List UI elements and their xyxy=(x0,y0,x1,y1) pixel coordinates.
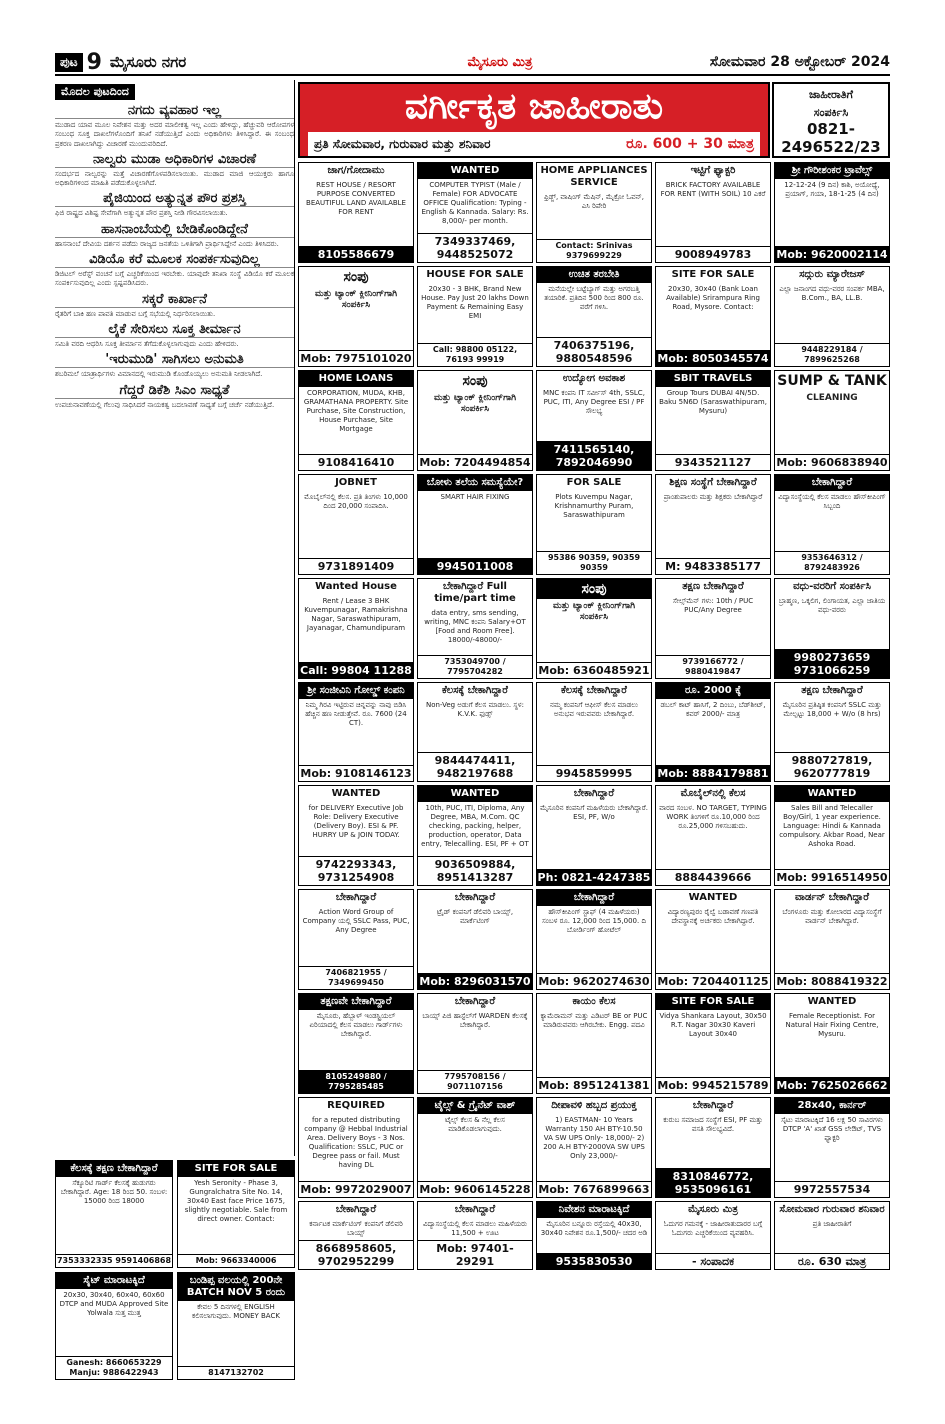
story-body: ಮುಡಾದ ಯಾವ ಮೂಲ ನಿವೇಶನ ಮತ್ತು ಅದರ ಮಾಲೀಕತ್ವ ಇಲ್ಲ ಎಂದು ಹೇಳಿದ್ದು, ಹೆಚ್ಚುವರಿ ಆರೋಪಗಳ ಸಂಬಂಧ ಸೂಕ್ತ ದಾಖಲೆಗಳೊಂದಿಗೆ ತನಿಖೆ ನಡೆಯುತ್ತಿದೆ ಎಂದು ಅಧಿಕಾರಿಗಳು ತಿಳಿಸಿದ್ದಾರೆ. ಈ ಸಂಬಂಧ ಪ್ರಕರಣ ದಾಖಲಾಗಿದ್ದು ವಿಚಾರಣೆ ಮುಂದುವರಿದಿದೆ. xyxy=(55,121,294,148)
ad-body: ಮೈಸೂರಿನ ಬನ್ನೂರು ರಸ್ತೆಯಲ್ಲಿ 40x30, 30x40 ನಿವೇಶನ ರೂ.1,500/- ಚದರ ಅಡಿ xyxy=(540,1220,648,1237)
ad-heading: ಬೇಕಾಗಿದ್ದಾರೆ xyxy=(335,1204,377,1215)
ad-body: data entry, sms sending, writing, MNC ಕಂಪನಿ Salary+OT [Food and Room Free]. 18000/-48000/- xyxy=(424,608,526,644)
ad-phone: Mob: 8951241381 xyxy=(538,1079,650,1093)
ad-heading: WANTED xyxy=(418,163,532,179)
ad-phone: Mob: 9663340006 xyxy=(178,1254,294,1267)
ad-phone: 8105586679 xyxy=(299,246,413,262)
ad-heading: ಶ್ರೀ ಗೌರೀಶಂಕರ ಟ್ರಾವೆಲ್ಸ್ xyxy=(775,163,889,179)
ad-body: ನಮ್ಮ ಕಂಪನಿಗೆ ಆಫೀಸ್ ಕೆಲಸ ಮಾಡಲು ಅನುಭವ ಇರುವವರು ಬೇಕಾಗಿದ್ದಾರೆ. xyxy=(549,700,638,718)
ad-phone: 7406821955 / 7349699450 xyxy=(299,966,413,989)
ad-phone: 9742293343, 9731254908 xyxy=(299,856,413,885)
ad-body: ಮತ್ತು ಟ್ಯಾಂಕ್ ಕ್ಲೀನಿಂಗ್‌ಗಾಗಿ ಸಂಪರ್ಕಿಸಿ xyxy=(552,600,636,622)
classified-ad xyxy=(536,1201,652,1270)
ad-body: ಎಲ್ಲಾ ಜನಾಂಗದ ವಧು-ವರರ ಸಂಪರ್ಕ MBA, B.Com., BA, LL.B. xyxy=(779,284,885,302)
ad-heading: ಸಂಪು xyxy=(462,372,488,389)
classified-ad xyxy=(177,1272,295,1380)
ad-body: ಮೈಸೂರಿನ ಕಂಪನಿಗೆ ಮಹಿಳೆಯರು ಬೇಕಾಗಿದ್ದಾರೆ. ESI, PF, W/o xyxy=(540,804,648,822)
ad-phone: 9739166772 / 9880419847 xyxy=(656,655,770,678)
ad-body: COMPUTER TYPIST (Male / Female) FOR ADVOCATE OFFICE Qualification: Typing - English & Kannada. Salary: Rs. 8,000/- per month. xyxy=(421,181,529,225)
ad-heading: ಕೆಲಸಕ್ಕೆ ಬೇಕಾಗಿದ್ದಾರೆ xyxy=(561,684,627,696)
ad-heading: JOBNET xyxy=(335,476,377,488)
ad-body: ಕ್ಯಾಮೆರಾಮನ್ ಮತ್ತು ಎಡಿಟರ್ BE or PUC ಮಾಡಿರುವವರು ಆಗಿರಬೇಕು. Engg. ಪದವಿ xyxy=(540,1012,648,1030)
ad-body: ಕೇವಲ 5 ದಿನಗಳಲ್ಲಿ ENGLISH ಕಲಿಸಲಾಗುವುದು. MONEY BACK xyxy=(192,1303,280,1320)
ad-phone: Mob: 7204401125 xyxy=(657,975,769,989)
ad-body: ಸೈಟು ಮಾರಾಟಕ್ಕಿದೆ 16 ಲಕ್ಷ 50 ಸಾವಿರಗಳು DTCP 'A' ಖಾತೆ GSS ಲೇಔಟ್, TVS ಫ್ಯಾಕ್ಟರಿ xyxy=(781,1116,883,1143)
ad-heading: WANTED xyxy=(807,996,857,1008)
ad-phone: Mob: 7625026662 xyxy=(776,1079,888,1093)
classified-ad xyxy=(774,370,890,471)
ad-heading: ಬೇಕಾಗಿದ್ದಾರೆ xyxy=(537,890,651,906)
classified-ad xyxy=(536,682,652,783)
continued-tag: ಮೊದಲ ಪುಟದಿಂದ xyxy=(55,84,135,100)
ad-heading: ಬಂಡಿಪ್ಪ ವಲಯಲ್ಲಿ 200ನೇ BATCH NOV 5 ರಂದು xyxy=(178,1273,294,1301)
ad-heading: ರೂ. 2000 ಕ್ಕೆ xyxy=(656,683,770,699)
ad-phone: - ಸಂಪಾದಕ xyxy=(656,1253,770,1269)
ad-body: ಮೈಸೂರು, ಹೆಬ್ಬಾಳ್ ಇಂಡಸ್ಟ್ರಿಯಲ್ ಏರಿಯಾದಲ್ಲಿ ಕೆಲಸ ಮಾಡಲು ಗಾರ್ಡ್‌ಗಳು ಬೇಕಾಗಿದ್ದಾರೆ. xyxy=(309,1012,403,1039)
news-column xyxy=(55,80,295,1156)
ad-phone: Mob: 7204494854 xyxy=(419,455,531,469)
story-body: ಸಮಿತಿ ವರದಿ ಆಧರಿಸಿ ಸೂಕ್ತ ತೀರ್ಮಾನ ತೆಗೆದುಕೊಳ್ಳಲಾಗುವುದು ಎಂದು ಹೇಳಿದರು. xyxy=(55,339,239,348)
ad-phone: 9036509884, 8951413287 xyxy=(418,856,532,885)
story-headline: ನಾಲ್ವರು ಮುಡಾ ಅಧಿಕಾರಿಗಳ ವಿಚಾರಣೆ xyxy=(55,152,294,168)
ad-heading: WANTED xyxy=(418,786,532,802)
ad-phone: 7353049700 / 7795704282 xyxy=(418,655,532,678)
ad-phone: 9108416410 xyxy=(299,454,413,470)
ad-body: Sales Bill and Telecaller Boy/Girl, 1 year experience. Language: Hindi & Kannada compulsory. Akbar Road, Near Ashoka Road. xyxy=(779,804,885,849)
story-headline: 'ಇರುಮುಡಿ' ಸಾಗಿಸಲು ಅನುಮತಿ xyxy=(55,352,294,368)
ad-heading: ದೀಪಾವಳಿ ಹಬ್ಬದ ಪ್ರಯುಕ್ತ xyxy=(551,1100,637,1112)
ad-phone: 8668958605, 9702952299 xyxy=(299,1240,413,1269)
classified-ad xyxy=(417,1201,533,1270)
ad-phone: 8884439666 xyxy=(656,869,770,885)
classified-banner xyxy=(298,82,770,158)
ad-phone: 9980273659 9731066259 xyxy=(775,649,889,678)
classified-ad xyxy=(655,1201,771,1270)
ad-heading: Wanted House xyxy=(315,580,397,592)
ad-heading: ಉದ್ಯೋಗ ಅವಕಾಶ xyxy=(562,372,626,384)
ad-phone: 9353646312 / 8792483926 xyxy=(775,551,889,574)
ad-phone: 8310846772, 9535096161 xyxy=(656,1168,770,1197)
paper-logo: ಮೈಸೂರು ಮಿತ್ರ xyxy=(467,54,533,70)
ad-heading: SITE FOR SALE xyxy=(178,1161,294,1177)
ad-phone: Mob: 6360485921 xyxy=(538,663,650,677)
classified-ad xyxy=(417,266,533,367)
ad-body: ವಾರದ ಸಂಬಳ. NO TARGET, TYPING WORK ತಿಂಗಳಿಗೆ ರೂ.10,000 ರಿಂದ ರೂ.25,000 ಗಳಿಸಬಹುದು. xyxy=(659,804,767,831)
ad-body: ಸೇಲ್ಸ್‌ಮೆನ್ ಗಳು: 10th / PUC PUC/Any Degree xyxy=(672,596,754,614)
ad-body: 1) EASTMAN- 10 Years Warranty 150 AH BTY-10.50 VA SW UPS Only- 18,000/- 2) 200 A.H BTY-2000VA SW UPS Only 23,000/- xyxy=(543,1116,645,1161)
classified-ad xyxy=(536,266,652,367)
ad-body: ಮತ್ತು ಟ್ಯಾಂಕ್ ಕ್ಲೀನಿಂಗ್‌ಗಾಗಿ ಸಂಪರ್ಕಿಸಿ xyxy=(314,288,398,310)
story-headline: ಪೈಜಿಯಿಂದ ಅತ್ಯುನ್ನತ ಪೌರ ಪ್ರಶಸ್ತಿ xyxy=(55,191,294,207)
ad-heading: ಬೇಕಾಗಿದ್ದಾರೆ xyxy=(692,1100,734,1112)
story-body: ಶಬರಿಮಲೆ ಯಾತ್ರಾರ್ಥಿಗಳು ವಿಮಾನದಲ್ಲಿ ಇರುಮುಡಿ ಕೊಂಡೊಯ್ಯಲು ಅನುಮತಿ ನೀಡಲಾಗಿದೆ. xyxy=(55,370,263,379)
classified-ad xyxy=(298,785,414,886)
classified-ad xyxy=(417,1097,533,1198)
issue-date: ಸೋಮವಾರ 28 ಅಕ್ಟೋಬರ್ 2024 xyxy=(709,54,891,70)
classified-ad xyxy=(417,162,533,263)
classified-ad xyxy=(655,785,771,886)
ad-body: ಓದುಗರ ಗಮನಕ್ಕೆ - ಜಾಹೀರಾತುದಾರರ ಬಗ್ಗೆ ಓದುಗರು ಎಚ್ಚರಿಕೆಯಿಂದ ವ್ಯವಹರಿಸಿ. xyxy=(663,1220,763,1237)
ad-phone: 8147132702 xyxy=(178,1366,294,1379)
ad-body: 10th, PUC, ITI, Diploma, Any Degree, MBA, M.Com. QC checking, packing, helper, production, operator, Data entry, Telecalling. ESI, PF + OT xyxy=(421,804,529,849)
ad-heading: HOME LOANS xyxy=(299,371,413,387)
page-number: 9 xyxy=(86,49,102,75)
banner-title: ವರ್ಗೀಕೃತ ಜಾಹೀರಾತು xyxy=(404,86,664,127)
ad-body: CORPORATION, MUDA, KHB, GRAMATHANA PROPERTY. Site Purchase, Site Construction, House Purchase, Site Mortgage xyxy=(303,388,409,433)
ad-heading: ಟೈಲ್ಸ್ & ಗ್ರೈನೆಟ್ ವಾಶ್ xyxy=(418,1098,532,1114)
classified-ad xyxy=(655,266,771,367)
ad-body: 20x30 - 3 BHK, Brand New House. Pay Just 20 lakhs Down Payment & Remaining Easy EMI xyxy=(421,284,529,320)
ad-heading: ಸಂಪು xyxy=(537,579,651,599)
ad-body: ಮತ್ತು ಟ್ಯಾಂಕ್ ಕ್ಲೀನಿಂಗ್‌ಗಾಗಿ ಸಂಪರ್ಕಿಸಿ xyxy=(433,392,517,414)
classified-ad xyxy=(298,682,414,783)
ad-body: ಮೊಬೈಲ್‌ನಲ್ಲಿ ಕೆಲಸ. ಪ್ರತಿ ತಿಂಗಳು 10,000 ದಿಂದ 20,000 ಸಂಪಾದಿಸಿ. xyxy=(304,492,408,510)
ad-heading: ತಕ್ಷಣ ಬೇಕಾಗಿದ್ದಾರೆ xyxy=(801,684,863,696)
story-headline: ಹಾಸನಾಂಬೆಯಲ್ಲಿ ಬೇಡಿಕೊಂಡಿದ್ದೇನೆ xyxy=(55,222,294,238)
ad-body: ಬಾಯ್ಸ್ ಪಿಜಿ ಹಾಸ್ಟೆಲ್‌ಗೆ WARDEN ಕೆಲಸಕ್ಕೆ ಬೇಕಾಗಿದ್ದಾರೆ. xyxy=(422,1012,528,1030)
classified-ad xyxy=(774,889,890,990)
ad-heading: ಶ್ರೀ ಸಂಜೀವಿನಿ ಗೋಲ್ಡ್ ಕಂಪನಿ xyxy=(299,683,413,699)
classified-ad xyxy=(298,266,414,367)
story-body: ಉಪಚುನಾವಣೆಯಲ್ಲಿ ಗೆಲುವು ಸಾಧಿಸಿದರೆ ನಾಯಕತ್ವ ಬದಲಾವಣೆ ಸಾಧ್ಯತೆ ಬಗ್ಗೆ ಚರ್ಚೆ ನಡೆಯುತ್ತಿದೆ. xyxy=(55,400,275,409)
story-body: ರೈತರಿಗೆ ಬಾಕಿ ಹಣ ಪಾವತಿ ಮಾಡುವ ಬಗ್ಗೆ ಸಭೆಯಲ್ಲಿ ನಿರ್ಧರಿಸಲಾಯಿತು. xyxy=(55,309,216,318)
classified-ad xyxy=(298,993,414,1094)
ad-heading: ಸೋಮವಾರ ಗುರುವಾರ ಶನಿವಾರ xyxy=(779,1204,885,1215)
story-headline: ಲೈಕೆ ಸೇರಿಸಲು ಸೂಕ್ತ ತೀರ್ಮಾನ xyxy=(55,322,294,338)
banner-days: ಪ್ರತಿ ಸೋಮವಾರ, ಗುರುವಾರ ಮತ್ತು ಶನಿವಾರ xyxy=(314,136,491,151)
ad-body: 20x30, 30x40, 60x40, 60x60 DTCP and MUDA Approved Site Yolwala ಸುತ್ತ ಮುತ್ತ xyxy=(59,1291,169,1317)
classified-ad xyxy=(417,578,533,679)
ad-heading: FOR SALE xyxy=(566,476,622,488)
ad-heading: ವಾರ್ಡನ್ ಬೇಕಾಗಿದ್ದಾರೆ xyxy=(795,892,869,904)
classified-ad xyxy=(536,370,652,471)
contact-line-2: ಸಂಪರ್ಕಿಸಿ xyxy=(813,106,849,119)
classified-ad xyxy=(655,370,771,471)
ad-grid xyxy=(298,162,890,1270)
classified-ad xyxy=(774,1097,890,1198)
ad-body: ಕುರುಬ ಸಮಾಜದ ಸಂಸ್ಥೆಗೆ ESI, PF ಮತ್ತು ವಸತಿ ಸೌಲಭ್ಯವಿದೆ. xyxy=(663,1116,763,1134)
ad-heading: HOME APPLIANCES SERVICE xyxy=(540,165,648,188)
story-body: ಹಾಸನಾಂಬೆ ದೇವಿಯ ದರ್ಶನ ಪಡೆದು ರಾಜ್ಯದ ಜನತೆಯ ಒಳಿತಿಗಾಗಿ ಪ್ರಾರ್ಥಿಸಿದ್ದೇನೆ ಎಂದು ತಿಳಿಸಿದರು. xyxy=(55,239,279,248)
story-headline: ನಗದು ವ್ಯವಹಾರ ಇಲ್ಲ xyxy=(55,103,294,119)
classified-ad xyxy=(536,578,652,679)
contact-line-1: ಜಾಹೀರಾತಿಗೆ xyxy=(809,88,853,101)
ad-phone: Contact: Srinivas 9379699229 xyxy=(537,239,651,262)
classified-ad xyxy=(536,889,652,990)
ad-body: ಟೈಲ್ಸ್ ಕೆಲಸ & ನೆಲ್ಲ ಕೆಲಸ ಮಾಡಿಕೊಡಲಾಗುವುದು. xyxy=(445,1116,505,1134)
classified-ad xyxy=(655,682,771,783)
ad-heading: WANTED xyxy=(688,892,738,904)
ad-heading: ಕಾಯಂ ಕೆಲಸ xyxy=(572,996,616,1008)
ad-body: for DELIVERY Executive Job Role: Delivery Executive (Delivery Boy). ESI & PF. HURRY UP & JOIN TODAY. xyxy=(308,804,404,840)
ad-heading: ಜಾಗ/ಗೋದಾಮು xyxy=(327,165,385,176)
classified-ad xyxy=(55,1160,173,1268)
ad-heading: ಕೆಲಸಕ್ಕೆ ಬೇಕಾಗಿದ್ದಾರೆ xyxy=(442,684,508,696)
ad-body: ವಿದ್ಯಾರಣ್ಯಪುರಂ ರೈಲ್ವೆ ಬಡಾವಣೆ ಗಣಪತಿ ದೇವಸ್ಥಾನಕ್ಕೆ ಅರ್ಚಕರು ಬೇಕಾಗಿದ್ದಾರೆ. xyxy=(667,908,759,926)
ad-phone: Mob: 9606145228 xyxy=(419,1183,531,1196)
ad-body: SMART HAIR FIXING xyxy=(440,492,510,501)
classified-ad xyxy=(536,785,652,886)
ad-heading: ವಧು-ವರರಿಗೆ ಸಂಪರ್ಕಿಸಿ xyxy=(793,580,871,592)
ad-body: 12-12-24 (9 ದಿನ) ಕಾಶಿ, ಅಯೋಧ್ಯೆ, ಪ್ರಯಾಗ್, ಗಯಾ, 18-1-25 (4 ದಿನ) xyxy=(784,181,880,198)
ad-body: Female Receptionist. For Natural Hair Fixing Centre, Mysuru. xyxy=(785,1012,879,1039)
ad-heading: WANTED xyxy=(775,786,889,802)
story-headline: ಗೆದ್ದರೆ ಡಿಕೆಶಿ ಸಿಎಂ ಸಾಧ್ಯತೆ xyxy=(55,383,294,399)
ad-phone: Mob: 8296031570 xyxy=(419,975,531,989)
ad-heading: ಮೈಸೂರು ಮಿತ್ರ xyxy=(688,1204,738,1215)
classified-ad xyxy=(774,682,890,783)
classified-ad xyxy=(298,1097,414,1198)
section-title: ಮೈಸೂರು ನಗರ xyxy=(109,53,187,71)
classified-ad xyxy=(774,993,890,1094)
ad-phone: 7411565140, 7892046990 xyxy=(537,441,651,470)
classified-ad xyxy=(774,785,890,886)
ad-phone: 9731891409 xyxy=(299,558,413,574)
classified-ad xyxy=(177,1160,295,1268)
ad-body: ಸೆಕ್ಯೂರಿಟಿ ಗಾರ್ಡ್ ಕೆಲಸಕ್ಕೆ ಹುಡುಗರು ಬೇಕಾಗಿದ್ದಾರೆ. Age: 18 ರಿಂದ 50. ಸಂಬಳ: 15000 ರಿಂದ 18000 xyxy=(60,1179,168,1205)
ad-heading: ಸದ್ಗುರು ಮ್ಯಾರೇಜಸ್ xyxy=(799,268,865,280)
ad-phone: ರೂ. 630 ಮಾತ್ರ xyxy=(775,1253,889,1269)
ad-body: ವಿದ್ಯಾಸಂಸ್ಥೆಯಲ್ಲಿ ಕೆಲಸ ಮಾಡಲು ಮಹಿಳೆಯರು 11,500 + ಊಟ xyxy=(422,1220,528,1237)
classified-ad xyxy=(774,1201,890,1270)
ad-body: ವಿದ್ಯಾಸಂಸ್ಥೆಯಲ್ಲಿ ಕೆಲಸ ಮಾಡಲು ಹೌಸ್‌ಕೀಪಿಂಗ್ ಸಿಬ್ಬಂದಿ xyxy=(778,492,886,510)
ad-phone: 9448229184 / 7899625268 xyxy=(775,343,889,366)
ad-heading: WANTED xyxy=(331,788,381,800)
ad-heading: ಬೇಕಾಗಿದ್ದಾರೆ xyxy=(335,892,377,904)
ad-heading: REQUIRED xyxy=(327,1100,385,1112)
ad-body: Non-Veg ಅಡುಗೆ ಕೆಲಸ ಮಾಡಲು. ಸ್ಥಳ: K.V.K. ಫುಡ್ಸ್ xyxy=(426,700,524,718)
ad-phone: M: 9483385177 xyxy=(656,558,770,574)
classified-ad xyxy=(655,889,771,990)
ad-heading: ಸಂಪು xyxy=(343,268,369,285)
ad-phone: 9535830530 xyxy=(537,1253,651,1269)
classified-ad xyxy=(655,162,771,263)
ad-phone: 9972557534 xyxy=(775,1181,889,1197)
ad-heading: ಬೇಕಾಗಿದ್ದಾರೆ xyxy=(454,1204,496,1215)
ad-body: Plots Kuvempu Nagar, Krishnamurthy Puram, Saraswathipuram xyxy=(554,492,634,519)
classified-ad xyxy=(417,370,533,471)
ad-phone: 9343521127 xyxy=(656,454,770,470)
ad-body: CLEANING xyxy=(806,392,858,403)
ad-phone: 9945011008 xyxy=(418,558,532,574)
ad-body: ನಿಮ್ಮ ಗಿರವಿ ಇಟ್ಟಿರುವ ಚಿನ್ನವನ್ನು ನಾವು ಬಿಡಿಸಿ ಹೆಚ್ಚಿನ ಹಣ ನೀಡುತ್ತೇವೆ. ರೂ. 7600 (24 CT). xyxy=(305,700,407,727)
ad-phone: Ganesh: 8660653229 Manju: 9886422943 xyxy=(56,1356,172,1379)
ad-heading: ಬೇಕಾಗಿದ್ದಾರೆ xyxy=(454,996,496,1008)
ad-body: ಪ್ರಾಂಶುಪಾಲರು ಮತ್ತು ಶಿಕ್ಷಕರು ಬೇಕಾಗಿದ್ದಾರೆ xyxy=(663,492,763,501)
classified-ad xyxy=(55,1272,173,1380)
ad-phone: 95386 90359, 90359 90359 xyxy=(537,551,651,574)
ad-body: ಕರ್ನಾಟಕ ಮಾರ್ಕೆಟಿಂಗ್ ಕಂಪನಿಗೆ ಡೆಲಿವರಿ ಬಾಯ್ಸ್ xyxy=(309,1220,403,1237)
story-body: ಸಂದರ್ಭದ ನಾಲ್ವರನ್ನು ಮತ್ತೆ ವಿಚಾರಣೆಗೊಳಪಡಿಸಲಾಯಿತು. ಮುಡಾದ ಮಾಜಿ ಆಯುಕ್ತರು ಹಾಗೂ ಅಧಿಕಾರಿಗಳಿಂದ ಮಾಹಿತಿ ಪಡೆದುಕೊಳ್ಳಲಾಗಿದೆ. xyxy=(55,169,294,188)
ad-heading: ಬೋಳು ತಲೆಯ ಸಮಸ್ಯೆಯೇ? xyxy=(418,475,532,491)
ad-body: ಬ್ರಾಹ್ಮಣ, ಒಕ್ಕಲಿಗ, ಲಿಂಗಾಯತ, ಎಲ್ಲಾ ಜಾತಿಯ ವಧು-ವರರು xyxy=(778,596,886,614)
ad-body: ಬೆಂಗಳೂರು ಮತ್ತು ಕೋಲಾರದ ವಿದ್ಯಾಸಂಸ್ಥೆಗೆ ವಾರ್ಡನ್ ಬೇಕಾಗಿದ್ದಾರೆ. xyxy=(782,908,882,926)
ad-phone: Mob: 9606838940 xyxy=(776,455,888,469)
classified-ad xyxy=(536,162,652,263)
ad-heading: ತಕ್ಷಣ ಬೇಕಾಗಿದ್ದಾರೆ xyxy=(682,580,744,592)
ad-phone: Mob: 9108146123 xyxy=(300,767,412,781)
ad-heading: ಬೇಕಾಗಿದ್ದಾರೆ xyxy=(775,475,889,491)
classified-ad xyxy=(774,162,890,263)
ad-body: 20x30, 30x40 (Bank Loan Available) Srirampura Ring Road, Mysore. Contact: xyxy=(666,284,760,311)
contact-line-4: 2496522/23 xyxy=(781,138,881,156)
ad-phone: Call: 99804 11288 xyxy=(300,663,412,677)
ad-phone: Mob: 9945215789 xyxy=(657,1079,769,1093)
story-body: ಡಿಜಿಟಲ್ ಅರೆಸ್ಟ್ ವಂಚನೆ ಬಗ್ಗೆ ಎಚ್ಚರಿಕೆಯಿಂದ ಇರಬೇಕು. ಯಾವುದೇ ತನಿಖಾ ಸಂಸ್ಥೆ ವಿಡಿಯೊ ಕರೆ ಮೂಲಕ ಸಂಪರ್ಕಿಸುವುದಿಲ್ಲ ಎಂದು ಸ್ಪಷ್ಟಪಡಿಸಿದರು. xyxy=(55,270,294,288)
ad-body: Rent / Lease 3 BHK Kuvempunagar, Ramakrishna Nagar, Saraswathipuram, Jayanagar, Chamundipuram xyxy=(304,596,408,632)
ad-heading: HOUSE FOR SALE xyxy=(426,268,524,280)
story-body: ಫಿಜಿ ರಾಷ್ಟ್ರದ ವಿಶಿಷ್ಟ ಸೇವೆಗಾಗಿ ಅತ್ಯುನ್ನತ ಪೌರ ಪ್ರಶಸ್ತಿ ನೀಡಿ ಗೌರವಿಸಲಾಯಿತು. xyxy=(55,209,228,218)
ad-heading: ಕೆಲಸಕ್ಕೆ ತಕ್ಷಣ ಬೇಕಾಗಿದ್ದಾರೆ xyxy=(56,1161,172,1177)
ad-body: Action Word Group of Company ಯಲ್ಲಿ SSLC Pass, PUC, Any Degree xyxy=(302,908,410,935)
ad-phone: 9008949783 xyxy=(656,246,770,262)
classified-ad xyxy=(417,474,533,575)
classified-ad xyxy=(536,474,652,575)
ad-phone: Mob: 9620002114 xyxy=(776,247,888,261)
ad-heading: SITE FOR SALE xyxy=(671,268,755,280)
ad-phone: Mob: 97401-29291 xyxy=(418,1240,532,1269)
ad-phone: 8105249880 / 7795285485 xyxy=(299,1070,413,1093)
ad-body: ಫ್ರಿಡ್ಜ್, ವಾಷಿಂಗ್ ಮೆಷಿನ್, ಮೈಕ್ರೋ ಓವನ್, ಎಸಿ ರಿಪೇರಿ xyxy=(543,193,644,210)
classified-ad xyxy=(417,785,533,886)
banner-price: ರೂ. 600 + 30 ಮಾತ್ರ xyxy=(626,136,754,152)
classified-ad xyxy=(298,578,414,679)
ad-phone: Mob: 7975101020 xyxy=(300,351,412,365)
ad-phone: Call: 98800 05122, 76193 99919 xyxy=(418,343,532,366)
ad-phone: 7795708156 / 9071107156 xyxy=(418,1070,532,1093)
ad-body: Group Tours DUBAI 4N/5D. Baku 5N6D (Saraswathipuram, Mysuru) xyxy=(659,388,767,415)
ad-phone: Mob: 9916514950 xyxy=(776,871,888,885)
ad-body: Vidya Shankara Layout, 30x50 R.T. Nagar 30x30 Kaveri Layout 30x40 xyxy=(659,1012,767,1039)
ad-phone: Mob: 8050345574 xyxy=(657,351,769,365)
ad-body: ಮೈಸೂರಿನ ಪ್ರತಿಷ್ಠಿತ ಕಂಪನಿಗೆ SSLC ಮತ್ತು ಮೇಲ್ಪಟ್ಟು 18,000 + W/o (8 hrs) xyxy=(782,700,882,718)
ad-phone: Mob: 7676899663 xyxy=(538,1183,650,1196)
ad-heading: ಇಟ್ಟಿಗೆ ಫ್ಯಾಕ್ಟರಿ xyxy=(690,165,736,176)
ad-body: ಡಬಲ್ ಕಾಟ್ ಹಾಸಿಗೆ, 2 ದಿಂಬು, ಬೆಡ್‌ಶೀಟ್, ಕವರ್ 2000/- ಮಾತ್ರ xyxy=(660,700,766,718)
ad-heading: ಮೊಬೈಲ್‌ನಲ್ಲಿ ಕೆಲಸ xyxy=(680,788,746,800)
ad-phone: Ph: 0821-4247385 xyxy=(537,871,651,885)
ad-phone: 7353332335 9591406868 xyxy=(56,1256,172,1265)
ad-body: Yesh Seronity - Phase 3, Gungralchatra Site No. 14, 30x40 East face Price 1675, slightly negotiable. Sale from direct owner. Contact: xyxy=(184,1179,288,1223)
classified-ad xyxy=(774,474,890,575)
ad-phone: 7349337469, 9448525072 xyxy=(418,233,532,262)
ad-body: ಪ್ರತಿ ಜಾಹೀರಾತಿಗೆ xyxy=(812,1220,852,1228)
ad-body: REST HOUSE / RESORT PURPOSE CONVERTED BEAUTIFUL LAND AVAILABLE FOR RENT xyxy=(306,181,406,216)
ad-body: BRICK FACTORY AVAILABLE FOR RENT (WITH SOIL) 10 ಎಕರೆ xyxy=(660,181,766,198)
ad-heading: ಬೇಕಾಗಿದ್ದಾರೆ xyxy=(454,892,496,904)
ad-heading: SBIT TRAVELS xyxy=(656,371,770,387)
classified-ad xyxy=(298,1201,414,1270)
ad-phone: Mob: 9972029007 xyxy=(300,1183,412,1196)
classified-ad xyxy=(298,889,414,990)
ad-phone: 7406375196, 9880548596 xyxy=(537,337,651,366)
ad-heading: ಬೇಕಾಗಿದ್ದಾರೆ Full time/part time xyxy=(434,580,516,604)
classified-ad xyxy=(417,682,533,783)
ad-body: ಹೌಸ್‌ಕೀಪಿಂಗ್ ಸ್ಟಾಫ್ (4 ಮಹಿಳೆಯರು) ಸಂಬಳ ರೂ. 12,000 ರಿಂದ 15,000. ದಿ ಬೋರ್ಡಿಂಗ್ ಹೋಟೆಲ್ xyxy=(542,908,646,935)
page-header xyxy=(55,50,890,76)
story-headline: ಸಕ್ಕರೆ ಕಾರ್ಖಾನೆ xyxy=(55,292,294,308)
classified-ad xyxy=(298,370,414,471)
classified-ad xyxy=(774,266,890,367)
classified-ad xyxy=(417,889,533,990)
ad-heading: ಶಿಕ್ಷಣ ಸಂಸ್ಥೆಗೆ ಬೇಕಾಗಿದ್ದಾರೆ xyxy=(669,476,757,488)
ad-heading: ನಿವೇಶನ ಮಾರಾಟಕ್ಕಿದೆ xyxy=(537,1202,651,1218)
classified-ad xyxy=(655,1097,771,1198)
page-label: ಪುಟ xyxy=(55,53,83,72)
story-headline: ವಿಡಿಯೊ ಕರೆ ಮೂಲಕ ಸಂಪರ್ಕಸುವುದಿಲ್ಲ xyxy=(55,252,294,268)
ad-body: MNC ಕಂಪನಿ IT ಸರ್ವೀಸ್ 4th, SSLC, PUC, ITI, Any Degree ESI / PF ಸೌಲಭ್ಯ xyxy=(543,388,645,415)
ad-heading: ಉಚಿತ ತರಬೇತಿ xyxy=(537,267,651,283)
classified-ad xyxy=(298,162,414,263)
ad-body: ಮನೆಯಲ್ಲೇ ಬಟ್ಟೆಬ್ಯಾಗ್ ಮತ್ತು ಅಗರಬತ್ತಿ ತಯಾರಿಕೆ. ಪ್ರತಿದಿನ 500 ರಿಂದ 800 ರೂ. ವರೆಗೆ ಗಳಿಸಿ. xyxy=(544,284,644,311)
ad-phone: 9945859995 xyxy=(537,765,651,781)
classified-ad xyxy=(655,474,771,575)
ad-phone: 9880727819, 9620777819 xyxy=(775,752,889,781)
ad-phone: Mob: 8088419322 xyxy=(776,975,888,989)
classified-ad xyxy=(298,474,414,575)
ad-heading: ಬೇಕಾಗಿದ್ದಾರೆ xyxy=(573,788,615,800)
ad-body: for a reputed distributing company @ Hebbal Industrial Area. Delivery Boys - 3 Nos. Qualification: SSLC, PUC or Degree pass or fail. Must having DL xyxy=(304,1116,408,1170)
classified-ad xyxy=(536,993,652,1094)
ad-phone: 9844474411, 9482197688 xyxy=(418,752,532,781)
classified-ad xyxy=(774,578,890,679)
ad-heading: ತಕ್ಷಣವೇ ಬೇಕಾಗಿದ್ದಾರೆ xyxy=(299,994,413,1010)
ad-heading: 28x40, ಕಾರ್ನರ್ xyxy=(775,1098,889,1114)
ad-phone: Mob: 9620274630 xyxy=(538,975,650,989)
ad-heading: SUMP & TANK xyxy=(777,372,887,389)
ad-heading: ಸೈಟ್ ಮಾರಾಟಕ್ಕಿದೆ xyxy=(56,1273,172,1289)
ad-phone: Mob: 8884179881 xyxy=(657,767,769,781)
classified-ad xyxy=(655,993,771,1094)
banner-subline xyxy=(308,132,760,156)
contact-box xyxy=(772,82,890,158)
contact-line-3: 0821- xyxy=(807,120,855,138)
ad-body: ಟ್ರೈಡ್ ಕಂಪನಿಗೆ ಡೆಲಿವರಿ ಬಾಯ್ಸ್, ಮಾರ್ಕೆಟಿಂಗ್ xyxy=(436,908,514,926)
ad-heading: SITE FOR SALE xyxy=(656,994,770,1010)
classified-ad xyxy=(417,993,533,1094)
classified-ad xyxy=(655,578,771,679)
classified-ad xyxy=(536,1097,652,1198)
